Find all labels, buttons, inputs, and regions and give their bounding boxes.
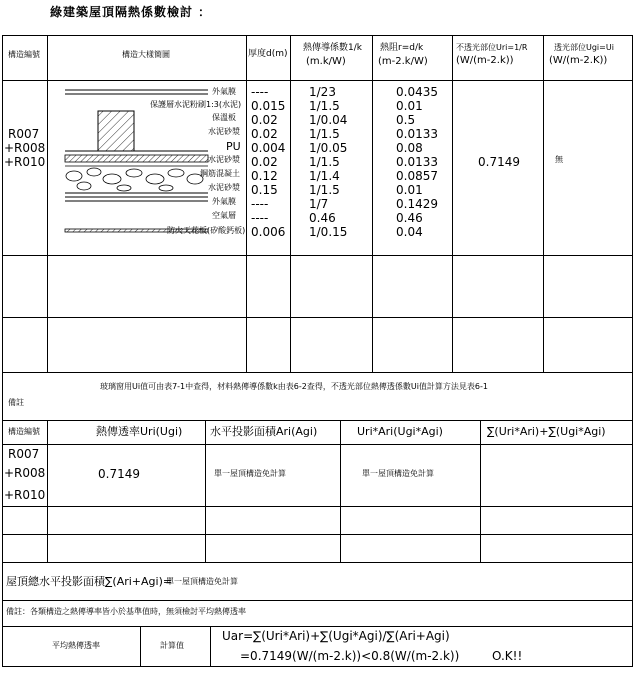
t2-header-sum: ∑(Uri*Ari)+∑(Ugi*Agi) xyxy=(487,425,606,438)
header-code: 構造編號 xyxy=(8,50,40,59)
header-opaque-unit: (W/(m-2.k)) xyxy=(456,55,514,66)
t2-ari-value: 單一屋頂構造免計算 xyxy=(214,469,286,478)
layer-conductivity: 1/1.5 xyxy=(309,127,340,141)
layer-thickness: 0.15 xyxy=(251,183,278,197)
total-area-label: 屋頂總水平投影面積∑(Ari+Agi)= xyxy=(6,575,173,588)
layer-resistance: 0.0133 xyxy=(396,155,438,169)
code-r010: +R010 xyxy=(4,155,46,169)
avg-result: =0.7149(W/(m-2.k))<0.8(W/(m-2.k)) xyxy=(240,649,460,663)
t2-header-uri: 熱傳透率Uri(Ugi) xyxy=(96,425,183,438)
t2-uri-value: 0.7149 xyxy=(98,467,140,481)
layer-name: 外氣膜 xyxy=(212,197,236,206)
layer-name: 防火天花板(矽酸鈣板) xyxy=(167,226,246,235)
layer-thickness: ---- xyxy=(251,197,269,211)
uri-value: 0.7149 xyxy=(478,155,520,169)
header-diagram: 構造大樣簡圖 xyxy=(122,50,170,59)
layer-conductivity: 1/1.5 xyxy=(309,99,340,113)
layer-thickness: 0.02 xyxy=(251,127,278,141)
layer-conductivity: 1/1.5 xyxy=(309,183,340,197)
layer-resistance: 0.01 xyxy=(396,99,423,113)
layer-name: 空氣層 xyxy=(212,211,236,220)
layer-thickness: 0.004 xyxy=(251,141,286,155)
t2-header-product: Uri*Ari(Ugi*Agi) xyxy=(357,425,443,438)
t2-product-value: 單一屋頂構造免計算 xyxy=(362,469,434,478)
note-text: 玻璃窗用Ui值可由表7-1中查得，材料熱傳導係數k由表6-2查得，不透光部位熱傳透係數Ui值計算方法見表6-1 xyxy=(100,382,488,391)
layer-name: PU xyxy=(226,140,241,153)
layer-thickness: ---- xyxy=(251,85,269,99)
layer-thickness: 0.12 xyxy=(251,169,278,183)
header-conductivity-unit: (m.k/W) xyxy=(306,56,346,67)
layer-conductivity: 0.46 xyxy=(309,211,336,225)
layer-conductivity: 1/0.04 xyxy=(309,113,348,127)
layer-resistance: 0.5 xyxy=(396,113,416,127)
remark-line: 備註：各類構造之熱傳導率皆小於基準值時，無須檢討平均熱傳透率 xyxy=(6,607,246,616)
layer-resistance: 0.0435 xyxy=(396,85,438,99)
layer-name: 外氣膜 xyxy=(212,87,236,96)
layer-thickness: 0.015 xyxy=(251,99,286,113)
avg-label: 平均熱傳透率 xyxy=(52,641,100,650)
avg-calc-label: 計算值 xyxy=(160,641,184,650)
layer-resistance: 0.0133 xyxy=(396,127,438,141)
layer-resistance: 0.08 xyxy=(396,141,423,155)
t2-header-code: 構造編號 xyxy=(8,427,40,436)
layer-name: 水泥砂漿 xyxy=(208,127,240,136)
layer-conductivity: 1/1.5 xyxy=(309,155,340,169)
layer-conductivity: 1/23 xyxy=(309,85,336,99)
layer-conductivity: 1/0.05 xyxy=(309,141,348,155)
layer-name: 水泥砂漿 xyxy=(208,155,240,164)
layer-resistance: 0.01 xyxy=(396,183,423,197)
ugi-value: 無 xyxy=(555,155,563,164)
layer-thickness: 0.02 xyxy=(251,155,278,169)
layer-resistance: 0.04 xyxy=(396,225,423,239)
note-label: 備註 xyxy=(8,398,24,407)
header-transparent: 透光部位Ugi=Ui xyxy=(554,43,614,52)
header-resistance-unit: (m-2.k/W) xyxy=(378,56,428,67)
t2-header-ari: 水平投影面積Ari(Agi) xyxy=(210,425,318,438)
avg-ok: O.K!! xyxy=(492,649,523,663)
layer-resistance: 0.1429 xyxy=(396,197,438,211)
layer-name: 保溫板 xyxy=(212,113,236,122)
layer-thickness: 0.02 xyxy=(251,113,278,127)
header-thickness: 厚度d(m) xyxy=(248,49,288,59)
header-opaque: 不透光部位Uri=1/R xyxy=(456,43,528,52)
header-conductivity: 熱傳導係數1/k xyxy=(303,43,362,53)
layer-name: 保護層水泥粉刷1:3(水泥) xyxy=(150,100,242,109)
layer-name: 水泥砂漿 xyxy=(208,183,240,192)
layer-thickness: 0.006 xyxy=(251,225,286,239)
code-r007: R007 xyxy=(8,127,40,141)
header-transparent-unit: (W/(m-2.K)) xyxy=(549,55,608,66)
layer-conductivity: 1/0.15 xyxy=(309,225,348,239)
layer-thickness: ---- xyxy=(251,211,269,225)
layer-resistance: 0.0857 xyxy=(396,169,438,183)
header-resistance: 熱阻r=d/k xyxy=(380,43,424,53)
layer-name: 鋼筋混凝土 xyxy=(200,169,240,178)
layer-resistance: 0.46 xyxy=(396,211,423,225)
construction-section-diagram xyxy=(60,86,210,242)
t2-code-r010: +R010 xyxy=(4,488,46,502)
total-area-value: 單一屋頂構造免計算 xyxy=(166,577,238,586)
layer-conductivity: 1/1.4 xyxy=(309,169,340,183)
t2-code-r007: R007 xyxy=(8,447,40,461)
page-title: 綠建築屋頂隔熱係數檢討 ： xyxy=(50,5,212,19)
layer-conductivity: 1/7 xyxy=(309,197,329,211)
t2-code-r008: +R008 xyxy=(4,466,46,480)
code-r008: +R008 xyxy=(4,141,46,155)
avg-formula: Uar=∑(Uri*Ari)+∑(Ugi*Agi)/∑(Ari+Agi) xyxy=(222,629,450,643)
